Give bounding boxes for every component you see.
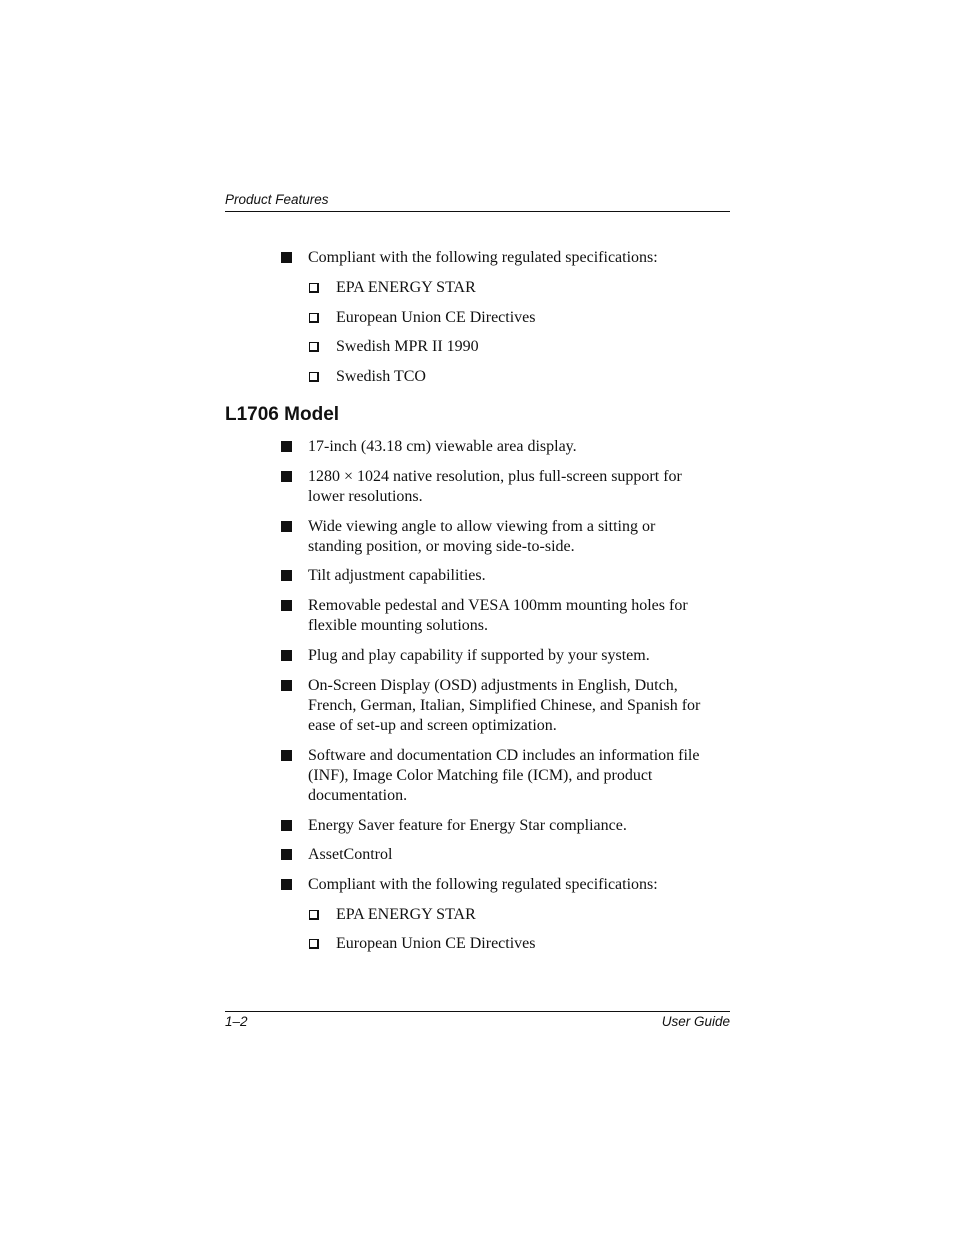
list-item-line: Removable pedestal and VESA 100mm mounting holes for [308, 597, 688, 614]
sub-list-item: European Union CE Directives [336, 309, 536, 326]
square-bullet-icon [280, 566, 294, 586]
list-item [308, 467, 730, 507]
square-bullet-icon [280, 746, 294, 766]
sub-list-item: EPA ENERGY STAR [336, 279, 476, 296]
list-item-line: (INF), Image Color Matching file (ICM), and product [308, 767, 653, 784]
list-item [308, 517, 730, 557]
list-item-line: Compliant with the following regulated specifications: [308, 876, 658, 893]
list-item [308, 596, 730, 636]
list-item-line: Tilt adjustment capabilities. [308, 567, 486, 584]
list-item-line: On-Screen Display (OSD) adjustments in English, Dutch, [308, 677, 678, 694]
square-bullet-icon [280, 676, 294, 696]
document-title: User Guide [661, 1014, 730, 1029]
sub-list-item: European Union CE Directives [336, 935, 536, 952]
square-bullet-icon [280, 875, 294, 895]
list-item [308, 646, 730, 666]
list-item-line: Energy Saver feature for Energy Star compliance. [308, 817, 627, 834]
list-item-line: Wide viewing angle to allow viewing from a sitting or [308, 518, 656, 535]
sub-list-item: Swedish MPR II 1990 [336, 338, 479, 355]
running-header: Product Features [225, 192, 329, 207]
square-bullet-icon [280, 845, 294, 865]
checkbox-bullet-icon [309, 308, 323, 328]
list-item [308, 437, 730, 457]
list-item-line: standing position, or moving side-to-side. [308, 538, 575, 555]
list-item-line: documentation. [308, 787, 408, 804]
header-rule [225, 211, 730, 212]
list-item [308, 746, 730, 806]
square-bullet-icon [280, 437, 294, 457]
square-bullet-icon [280, 596, 294, 616]
square-bullet-icon [280, 646, 294, 666]
checkbox-bullet-icon [309, 367, 323, 387]
list-item-line: French, German, Italian, Simplified Chinese, and Spanish for [308, 697, 701, 714]
list-item-line: AssetControl [308, 846, 393, 863]
checkbox-bullet-icon [309, 905, 323, 925]
square-bullet-icon [280, 248, 294, 268]
square-bullet-icon [280, 467, 294, 487]
checkbox-bullet-icon [309, 934, 323, 954]
list-item [308, 676, 730, 736]
checkbox-bullet-icon [309, 278, 323, 298]
list-item-line: 17-inch (43.18 cm) viewable area display. [308, 438, 577, 455]
list-item-line: 1280 × 1024 native resolution, plus full-screen support for [308, 468, 682, 485]
square-bullet-icon [280, 816, 294, 836]
list-item [308, 875, 730, 895]
sub-list-item: EPA ENERGY STAR [336, 906, 476, 923]
page-number: 1–2 [225, 1014, 248, 1029]
checkbox-bullet-icon [309, 337, 323, 357]
section-heading: L1706 Model [225, 404, 340, 425]
list-item: Compliant with the following regulated specifications: [308, 249, 658, 266]
list-item-line: Plug and play capability if supported by your system. [308, 647, 650, 664]
square-bullet-icon [280, 517, 294, 537]
list-item [308, 816, 730, 836]
list-item [308, 845, 730, 865]
list-item-line: ease of set-up and screen optimization. [308, 717, 557, 734]
sub-list-item: Swedish TCO [336, 368, 426, 385]
footer-rule [225, 1011, 730, 1012]
list-item-line: flexible mounting solutions. [308, 617, 488, 634]
list-item-line: Software and documentation CD includes an information file [308, 747, 700, 764]
list-item-line: lower resolutions. [308, 488, 423, 505]
list-item [308, 566, 730, 586]
